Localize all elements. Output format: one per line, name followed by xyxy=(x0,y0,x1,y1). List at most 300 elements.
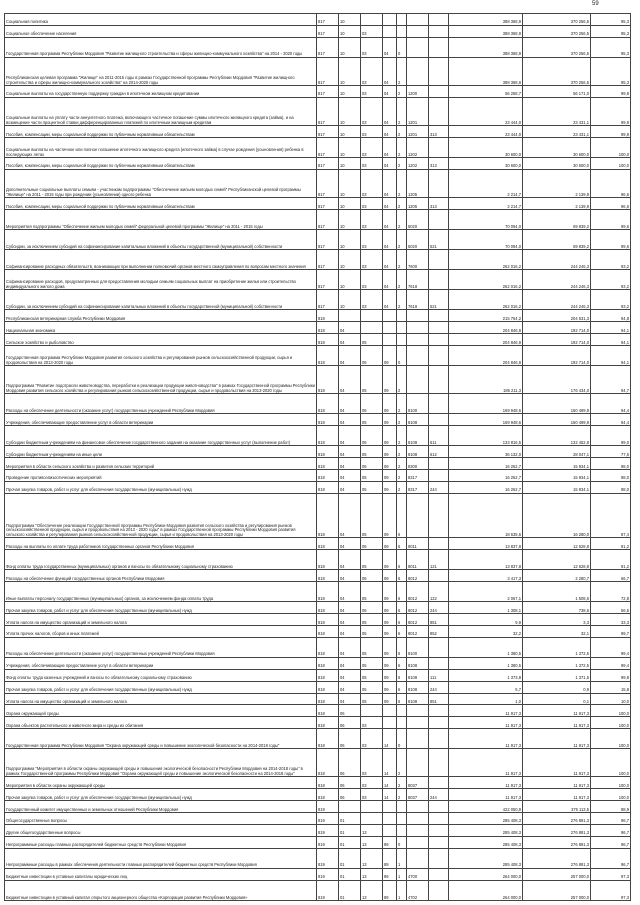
executed-amount-cell: 204 531,3 xyxy=(523,310,591,322)
description-cell: Прочая закупка товаров, работ и услуг для обеспечения государственных (муниципальных) нужд xyxy=(5,681,317,693)
section-code-cell: 04 xyxy=(339,626,361,638)
expense-type-code-cell: 611 xyxy=(429,426,449,446)
table-row xyxy=(5,37,631,57)
program-code-cell: 04 xyxy=(383,158,397,170)
description-cell: Подпрограмма "Обеспечение реализации Государственной программы Республики Мордовия развития сельского хозяйства и регулирования рынков сельскохозяйственной продукции, сырья и продовольствия на 2013 - 2020 годы" в рамках Государственной программы Республики Мордовия развития сельского хозяйства и регулирования рынков сельскохозяйственной продукции, сырья и продовольствия на 2013-2020 годы xyxy=(5,493,317,538)
section-code-cell: 04 xyxy=(339,346,361,366)
item-code-cell xyxy=(407,749,429,777)
executed-amount-cell: 11 917,3 xyxy=(523,705,591,717)
table-row xyxy=(5,25,631,37)
planned-amount-cell: 1,0 xyxy=(449,693,523,705)
section-code-cell: 06 xyxy=(339,705,361,717)
expense-type-code-cell xyxy=(429,880,449,900)
ministry-code-cell: 818 xyxy=(317,366,339,394)
description-cell: Другие общегосударственные вопросы xyxy=(5,824,317,836)
section-code-cell: 10 xyxy=(339,158,361,170)
planned-amount-cell: 285 408,3 xyxy=(449,824,523,836)
section-code-cell: 04 xyxy=(339,657,361,669)
expense-type-code-cell xyxy=(429,657,449,669)
expense-type-code-cell: 851 xyxy=(429,614,449,626)
description-cell: Субсидии бюджетным учреждениям на финансовое обеспечение государственного задания на оказание государственных услуг (выполнение работ) xyxy=(5,426,317,446)
planned-amount-cell: 70 094,0 xyxy=(449,210,523,230)
expense-type-code-cell xyxy=(429,801,449,813)
expense-type-code-cell xyxy=(429,394,449,414)
execution-percent-cell: 94,7 xyxy=(591,366,631,394)
ministry-code-cell: 818 xyxy=(317,570,339,582)
table-row xyxy=(5,230,631,250)
program-code-cell: 09 xyxy=(383,582,397,602)
program-code-cell: 14 xyxy=(383,777,397,789)
section-code-cell: 04 xyxy=(339,322,361,334)
description-cell: Мероприятия в области сельского хозяйства и развития сельских территорий xyxy=(5,458,317,470)
ministry-code-cell: 817 xyxy=(317,169,339,197)
subsection-code-cell: 05 xyxy=(361,470,383,482)
expense-type-code-cell xyxy=(429,169,449,197)
section-code-cell: 10 xyxy=(339,230,361,250)
item-code-cell xyxy=(407,813,429,825)
expense-type-code-cell xyxy=(429,538,449,550)
program-code-cell: 09 xyxy=(383,458,397,470)
table-row xyxy=(5,789,631,801)
subsection-code-cell: 03 xyxy=(361,270,383,290)
subsection-code-cell: 03 xyxy=(361,86,383,98)
subsection-code-cell: 03 xyxy=(361,729,383,749)
planned-amount-cell: 13 837,8 xyxy=(449,538,523,550)
program-code-cell xyxy=(383,14,397,26)
subsection-code-cell: 05 xyxy=(361,669,383,681)
executed-amount-cell: 3,3 xyxy=(523,614,591,626)
execution-percent-cell: 99,0 xyxy=(591,426,631,446)
subsection-code-cell: 03 xyxy=(361,198,383,210)
description-cell: Дополнительные социальные выплаты семьям - участникам подпрограммы "Обеспечение жильем молодых семей" Республиканской целевой программы "Жилище" на 2011 - 2015 годы при рождении (усыновлении) одного ребенка xyxy=(5,169,317,197)
subprogram-code-cell: 2 xyxy=(397,57,407,85)
execution-percent-cell: 95,3 xyxy=(591,14,631,26)
executed-amount-cell: 2 139,9 xyxy=(523,198,591,210)
subprogram-code-cell: 6 xyxy=(397,626,407,638)
table-row xyxy=(5,729,631,749)
execution-percent-cell: 93,2 xyxy=(591,250,631,270)
item-code-cell: 5020 xyxy=(407,210,429,230)
planned-amount-cell: 30 600,0 xyxy=(449,138,523,158)
subsection-code-cell: 05 xyxy=(361,346,383,366)
ministry-code-cell: 818 xyxy=(317,602,339,614)
expense-type-code-cell: 244 xyxy=(429,789,449,801)
planned-amount-cell: 264 000,0 xyxy=(449,868,523,880)
executed-amount-cell: 15 934,1 xyxy=(523,470,591,482)
description-cell: Расходы на обеспечение функций государственных органов Республики Мордовия xyxy=(5,570,317,582)
table-row xyxy=(5,749,631,777)
expense-type-code-cell xyxy=(429,14,449,26)
execution-percent-cell: 98,0 xyxy=(591,458,631,470)
expense-type-code-cell xyxy=(429,250,449,270)
item-code-cell: 8012 xyxy=(407,582,429,602)
table-row xyxy=(5,414,631,426)
section-code-cell: 06 xyxy=(339,777,361,789)
planned-amount-cell: 262 016,2 xyxy=(449,250,523,270)
subprogram-code-cell: 6 xyxy=(397,693,407,705)
table-row xyxy=(5,848,631,868)
program-code-cell xyxy=(383,705,397,717)
ministry-code-cell: 818 xyxy=(317,614,339,626)
description-cell: Фонд оплаты труда казенных учреждений и взносы по обязательному социальному страхованию xyxy=(5,669,317,681)
table-row xyxy=(5,681,631,693)
execution-percent-cell: 96,6 xyxy=(591,169,631,197)
program-code-cell: 09 xyxy=(383,657,397,669)
table-row xyxy=(5,346,631,366)
subprogram-code-cell: 2 xyxy=(397,777,407,789)
expense-type-code-cell xyxy=(429,749,449,777)
item-code-cell: 1202 xyxy=(407,158,429,170)
subprogram-code-cell: 2 xyxy=(397,198,407,210)
subprogram-code-cell: 2 xyxy=(397,290,407,310)
subprogram-code-cell: 2 xyxy=(397,470,407,482)
description-cell: Национальная экономика xyxy=(5,322,317,334)
page-number: 59 xyxy=(592,1,599,7)
subprogram-code-cell: 2 xyxy=(397,749,407,777)
program-code-cell: 09 xyxy=(383,693,397,705)
table-row xyxy=(5,250,631,270)
subsection-code-cell: 03 xyxy=(361,789,383,801)
subprogram-code-cell: 2 xyxy=(397,270,407,290)
item-code-cell: 1200 xyxy=(407,86,429,98)
planned-amount-cell: 285 408,3 xyxy=(449,813,523,825)
program-code-cell: 04 xyxy=(383,138,397,158)
item-code-cell: 8100 xyxy=(407,637,429,657)
expense-type-code-cell xyxy=(429,777,449,789)
table-row xyxy=(5,310,631,322)
item-code-cell xyxy=(407,25,429,37)
execution-percent-cell: 100,0 xyxy=(591,729,631,749)
subprogram-code-cell: 2 xyxy=(397,158,407,170)
executed-amount-cell: 2 280,7 xyxy=(523,570,591,582)
subsection-code-cell: 05 xyxy=(361,570,383,582)
item-code-cell: 8108 xyxy=(407,414,429,426)
execution-percent-cell: 94,8 xyxy=(591,310,631,322)
subprogram-code-cell xyxy=(397,824,407,836)
program-code-cell: 09 xyxy=(383,550,397,570)
subprogram-code-cell xyxy=(397,813,407,825)
subprogram-code-cell xyxy=(397,14,407,26)
subsection-code-cell: 03 xyxy=(361,37,383,57)
ministry-code-cell: 818 xyxy=(317,777,339,789)
subsection-code-cell: 03 xyxy=(361,25,383,37)
item-code-cell: 8108 xyxy=(407,681,429,693)
item-code-cell: 8317 xyxy=(407,470,429,482)
expense-type-code-cell: 122 xyxy=(429,582,449,602)
section-code-cell xyxy=(339,801,361,813)
program-code-cell: 04 xyxy=(383,210,397,230)
execution-percent-cell: 100,0 xyxy=(591,789,631,801)
executed-amount-cell: 2 139,9 xyxy=(523,169,591,197)
subsection-code-cell: 05 xyxy=(361,602,383,614)
execution-percent-cell: 96,6 xyxy=(591,198,631,210)
program-code-cell: 04 xyxy=(383,97,397,125)
planned-amount-cell: 36 132,0 xyxy=(449,446,523,458)
subsection-code-cell: 03 xyxy=(361,230,383,250)
description-cell: Подпрограмма "Мероприятия в области охраны окружающей среды и повышения экологической безопасности Республики Мордовия на 2014-2018 годы" в рамках Государственной программы Республики Мордовия "Охрана окружающей среды и повышение экологической безопасности на 2014-2018 годы" xyxy=(5,749,317,777)
table-row xyxy=(5,458,631,470)
expense-type-code-cell xyxy=(429,310,449,322)
ministry-code-cell: 817 xyxy=(317,290,339,310)
ministry-code-cell: 818 xyxy=(317,446,339,458)
item-code-cell xyxy=(407,334,429,346)
description-cell: Республиканская целевая программа "Жилище" на 2011-2015 годы в рамках Государственной программы Республики Мордовия "Развитие жилищного строительства и сферы жилищно-коммунального хозяйства" на 2014-2020 годы xyxy=(5,57,317,85)
planned-amount-cell: 133 816,5 xyxy=(449,426,523,446)
execution-percent-cell: 77,6 xyxy=(591,446,631,458)
table-row xyxy=(5,198,631,210)
expense-type-code-cell xyxy=(429,705,449,717)
program-code-cell: 14 xyxy=(383,789,397,801)
description-cell: Фонд оплаты труда государственных (муниципальных) органов и взносы по обязательному социальному страхованию xyxy=(5,550,317,570)
description-cell: Пособия, компенсации, меры социальной поддержки по публичным нормативным обязательствам xyxy=(5,158,317,170)
subprogram-code-cell: 6 xyxy=(397,538,407,550)
table-row xyxy=(5,366,631,394)
subprogram-code-cell: 2 xyxy=(397,86,407,98)
section-code-cell: 04 xyxy=(339,334,361,346)
ministry-code-cell: 817 xyxy=(317,230,339,250)
executed-amount-cell: 23 431,1 xyxy=(523,97,591,125)
executed-amount-cell: 11 917,3 xyxy=(523,789,591,801)
ministry-code-cell: 817 xyxy=(317,270,339,290)
planned-amount-cell: 11 917,3 xyxy=(449,789,523,801)
expense-type-code-cell xyxy=(429,334,449,346)
execution-percent-cell: 99,4 xyxy=(591,637,631,657)
execution-percent-cell: 94,1 xyxy=(591,322,631,334)
section-code-cell: 06 xyxy=(339,789,361,801)
item-code-cell: 8108 xyxy=(407,657,429,669)
item-code-cell: 4702 xyxy=(407,880,429,900)
expense-type-code-cell: 313 xyxy=(429,158,449,170)
item-code-cell: 8108 xyxy=(407,693,429,705)
executed-amount-cell: 132 452,8 xyxy=(523,426,591,446)
planned-amount-cell: 11 917,3 xyxy=(449,705,523,717)
executed-amount-cell: 56 171,0 xyxy=(523,86,591,98)
expense-type-code-cell xyxy=(429,37,449,57)
executed-amount-cell: 1 371,5 xyxy=(523,669,591,681)
expense-type-code-cell xyxy=(429,493,449,538)
executed-amount-cell: 12 628,8 xyxy=(523,550,591,570)
ministry-code-cell: 818 xyxy=(317,669,339,681)
item-code-cell: 8011 xyxy=(407,538,429,550)
program-code-cell: 89 xyxy=(383,848,397,868)
execution-percent-cell: 95,3 xyxy=(591,57,631,85)
planned-amount-cell: 388 368,9 xyxy=(449,57,523,85)
subprogram-code-cell: 2 xyxy=(397,210,407,230)
execution-percent-cell: 97,3 xyxy=(591,880,631,900)
table-row xyxy=(5,777,631,789)
section-code-cell: 01 xyxy=(339,848,361,868)
table-row xyxy=(5,446,631,458)
expense-type-code-cell xyxy=(429,848,449,868)
section-code-cell: 10 xyxy=(339,138,361,158)
executed-amount-cell: 370 256,5 xyxy=(523,25,591,37)
planned-amount-cell: 11 917,3 xyxy=(449,729,523,749)
subsection-code-cell: 03 xyxy=(361,749,383,777)
execution-percent-cell: 99,9 xyxy=(591,97,631,125)
executed-amount-cell: 192 714,0 xyxy=(523,334,591,346)
section-code-cell: 01 xyxy=(339,868,361,880)
executed-amount-cell: 276 891,3 xyxy=(523,824,591,836)
subsection-code-cell: 05 xyxy=(361,614,383,626)
executed-amount-cell: 11 917,3 xyxy=(523,749,591,777)
program-code-cell: 09 xyxy=(383,426,397,446)
item-code-cell: 8108 xyxy=(407,446,429,458)
subsection-code-cell: 05 xyxy=(361,626,383,638)
subsection-code-cell: 05 xyxy=(361,446,383,458)
execution-percent-cell: 99,4 xyxy=(591,657,631,669)
executed-amount-cell: 16 280,0 xyxy=(523,493,591,538)
ministry-code-cell: 818 xyxy=(317,481,339,493)
description-cell: Расходы на обеспечение деятельности (оказание услуг) государственных учреждений Республики Мордовия xyxy=(5,637,317,657)
section-code-cell: 10 xyxy=(339,14,361,26)
table-row xyxy=(5,481,631,493)
expense-type-code-cell xyxy=(429,813,449,825)
subprogram-code-cell: 6 xyxy=(397,602,407,614)
ministry-code-cell: 818 xyxy=(317,749,339,777)
subsection-code-cell: 03 xyxy=(361,717,383,729)
executed-amount-cell: 1 508,6 xyxy=(523,582,591,602)
executed-amount-cell: 257 000,0 xyxy=(523,880,591,900)
subprogram-code-cell: 6 xyxy=(397,570,407,582)
description-cell: Непрограммные расходы в рамках обеспечения деятельности главных распорядителей бюджетных средств Республики Мордовия xyxy=(5,848,317,868)
subsection-code-cell: 05 xyxy=(361,637,383,657)
subprogram-code-cell xyxy=(397,322,407,334)
program-code-cell: 09 xyxy=(383,470,397,482)
program-code-cell: 89 xyxy=(383,836,397,848)
section-code-cell: 04 xyxy=(339,550,361,570)
subsection-code-cell xyxy=(361,801,383,813)
table-row xyxy=(5,97,631,125)
ministry-code-cell: 817 xyxy=(317,86,339,98)
subprogram-code-cell: 2 xyxy=(397,446,407,458)
table-row xyxy=(5,334,631,346)
program-code-cell: 04 xyxy=(383,230,397,250)
item-code-cell: 8012 xyxy=(407,626,429,638)
ministry-code-cell: 817 xyxy=(317,250,339,270)
planned-amount-cell: 204 846,9 xyxy=(449,334,523,346)
program-code-cell xyxy=(383,310,397,322)
planned-amount-cell: 388 368,9 xyxy=(449,37,523,57)
description-cell: Охрана окружающей среды xyxy=(5,705,317,717)
subprogram-code-cell: 6 xyxy=(397,582,407,602)
item-code-cell: 1202 xyxy=(407,138,429,158)
program-code-cell: 04 xyxy=(383,169,397,197)
subsection-code-cell: 03 xyxy=(361,97,383,125)
table-row xyxy=(5,717,631,729)
execution-percent-cell: 88,9 xyxy=(591,801,631,813)
description-cell: Субсидии, за исключением субсидий на софинансирование капитальных вложений в объекты государственной (муниципальной) собственности xyxy=(5,230,317,250)
subprogram-code-cell: 2 xyxy=(397,138,407,158)
program-code-cell: 14 xyxy=(383,729,397,749)
section-code-cell: 10 xyxy=(339,169,361,197)
ministry-code-cell: 818 xyxy=(317,458,339,470)
executed-amount-cell: 244 246,3 xyxy=(523,290,591,310)
item-code-cell xyxy=(407,824,429,836)
item-code-cell: 8012 xyxy=(407,602,429,614)
subsection-code-cell xyxy=(361,14,383,26)
subprogram-code-cell xyxy=(397,25,407,37)
subsection-code-cell xyxy=(361,705,383,717)
description-cell: Государственный комитет имущественных и земельных отношений Республики Мордовия xyxy=(5,801,317,813)
program-code-cell: 89 xyxy=(383,868,397,880)
executed-amount-cell: 192 714,0 xyxy=(523,322,591,334)
program-code-cell: 04 xyxy=(383,250,397,270)
table-row xyxy=(5,705,631,717)
item-code-cell xyxy=(407,310,429,322)
table-row xyxy=(5,614,631,626)
expense-type-code-cell xyxy=(429,836,449,848)
item-code-cell: 5020 xyxy=(407,230,429,250)
item-code-cell: 7618 xyxy=(407,290,429,310)
subprogram-code-cell: 6 xyxy=(397,669,407,681)
execution-percent-cell: 100,0 xyxy=(591,705,631,717)
execution-percent-cell: 99,6 xyxy=(591,210,631,230)
expense-type-code-cell xyxy=(429,458,449,470)
description-cell: Проведение противоэпизоотических мероприятий xyxy=(5,470,317,482)
description-cell: Социальные выплаты на частичное или полное погашение ипотечного жилищного кредита (ипотечного займа) в случае рождения (усыновления) ребенка в последующих летах xyxy=(5,138,317,158)
execution-percent-cell: 99,8 xyxy=(591,669,631,681)
program-code-cell: 09 xyxy=(383,570,397,582)
expense-type-code-cell xyxy=(429,25,449,37)
subsection-code-cell: 03 xyxy=(361,138,383,158)
execution-percent-cell: 56,5 xyxy=(591,602,631,614)
description-cell: Республиканская ветеринарная служба Республики Мордовия xyxy=(5,310,317,322)
planned-amount-cell: 18 635,6 xyxy=(449,493,523,538)
planned-amount-cell: 1 380,5 xyxy=(449,657,523,669)
executed-amount-cell: 15 934,1 xyxy=(523,458,591,470)
expense-type-code-cell: 612 xyxy=(429,446,449,458)
subprogram-code-cell: 6 xyxy=(397,657,407,669)
program-code-cell: 09 xyxy=(383,493,397,538)
subsection-code-cell: 03 xyxy=(361,210,383,230)
program-code-cell: 09 xyxy=(383,538,397,550)
description-cell: Уплата прочих налогов, сборов и иных платежей xyxy=(5,626,317,638)
expense-type-code-cell xyxy=(429,570,449,582)
subsection-code-cell: 03 xyxy=(361,158,383,170)
executed-amount-cell: 257 000,0 xyxy=(523,868,591,880)
ministry-code-cell: 819 xyxy=(317,824,339,836)
description-cell: Субсидии бюджетным учреждениям на иные цели xyxy=(5,446,317,458)
planned-amount-cell: 11 917,3 xyxy=(449,717,523,729)
section-code-cell: 01 xyxy=(339,824,361,836)
planned-amount-cell: 2 067,1 xyxy=(449,582,523,602)
section-code-cell: 01 xyxy=(339,836,361,848)
section-code-cell: 06 xyxy=(339,749,361,777)
execution-percent-cell: 95,3 xyxy=(591,37,631,57)
planned-amount-cell: 1 373,8 xyxy=(449,669,523,681)
item-code-cell xyxy=(407,322,429,334)
subprogram-code-cell: 1 xyxy=(397,868,407,880)
subprogram-code-cell: 2 xyxy=(397,97,407,125)
table-row xyxy=(5,602,631,614)
description-cell: Учреждения, обеспечивающие предоставление услуг в области ветеринарии xyxy=(5,657,317,669)
executed-amount-cell: 370 256,5 xyxy=(523,14,591,26)
subprogram-code-cell xyxy=(397,801,407,813)
program-code-cell xyxy=(383,717,397,729)
execution-percent-cell: 99,7 xyxy=(591,626,631,638)
executed-amount-cell: 160 499,9 xyxy=(523,414,591,426)
expense-type-code-cell: 521 xyxy=(429,290,449,310)
execution-percent-cell: 91,2 xyxy=(591,550,631,570)
executed-amount-cell: 370 256,5 xyxy=(523,57,591,85)
item-code-cell: 8300 xyxy=(407,458,429,470)
ministry-code-cell: 818 xyxy=(317,582,339,602)
section-code-cell: 04 xyxy=(339,426,361,446)
subsection-code-cell: 05 xyxy=(361,550,383,570)
planned-amount-cell: 285 408,3 xyxy=(449,848,523,868)
description-cell: Уплата налога на имущество организаций и земельного налога xyxy=(5,614,317,626)
program-code-cell: 04 xyxy=(383,37,397,57)
